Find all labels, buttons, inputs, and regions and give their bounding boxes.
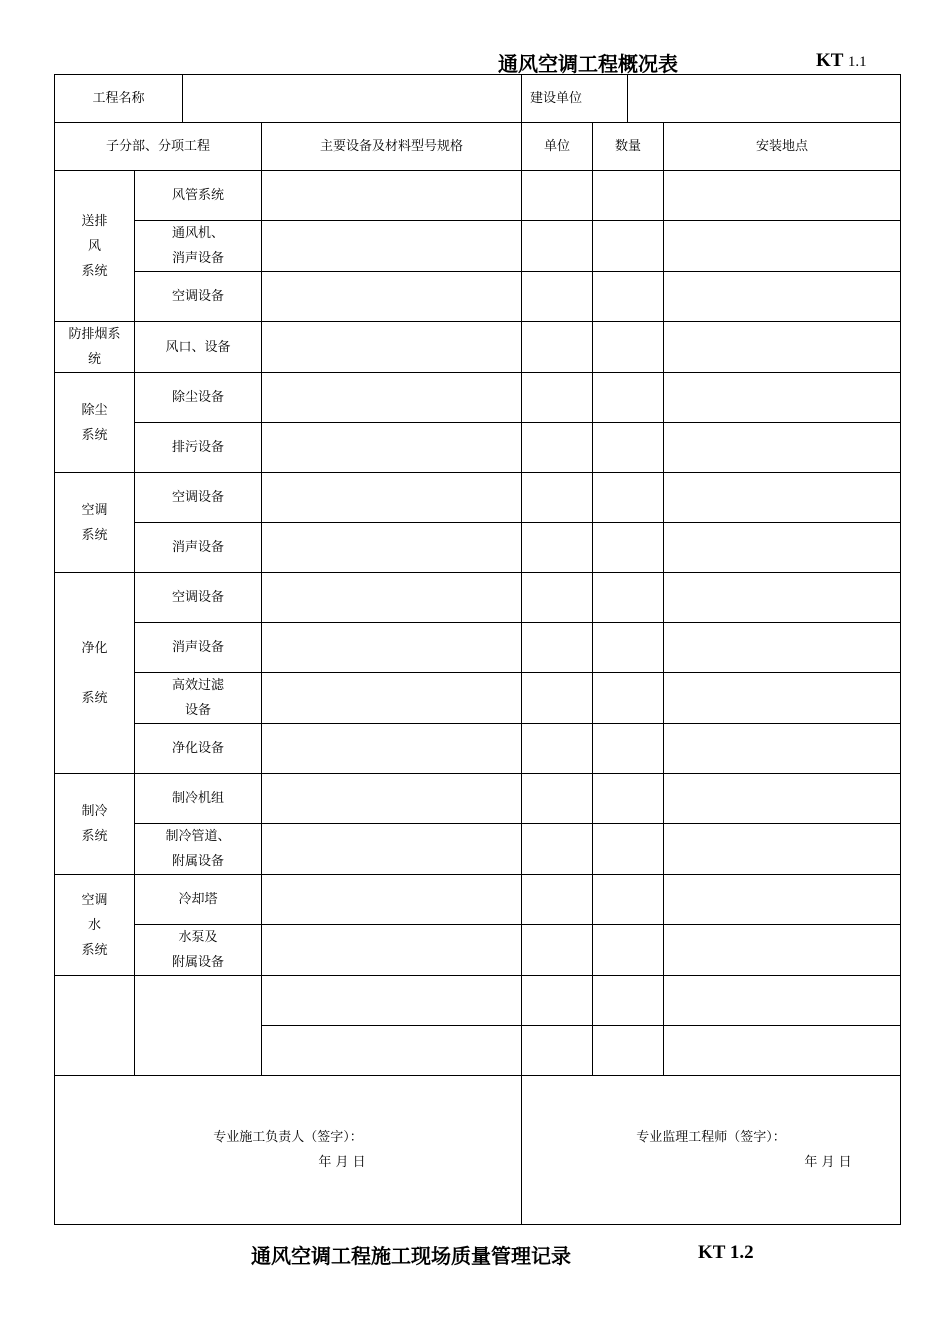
system-group-cell — [55, 573, 135, 774]
subdivision-item-label-line: 附属设备 — [172, 854, 225, 869]
blank-group-cell[interactable] — [55, 976, 135, 1076]
table-row — [55, 221, 901, 272]
blank-quantity-cell[interactable] — [593, 976, 664, 1026]
system-group-label-line: 风 — [87, 238, 101, 254]
col-header-location: 安装地点 — [664, 123, 901, 171]
system-group-label-line: 水 — [87, 917, 101, 933]
subdivision-item-label-line: 风口、设备 — [165, 339, 231, 355]
form-code-main: KT — [816, 50, 844, 71]
system-group-cell — [55, 322, 135, 373]
location-cell[interactable] — [664, 925, 901, 976]
quantity-cell[interactable] — [593, 774, 664, 824]
unit-cell[interactable] — [522, 673, 593, 724]
blank-location-cell[interactable] — [664, 1026, 901, 1076]
location-cell[interactable] — [664, 272, 901, 322]
blank-row — [55, 976, 901, 1026]
system-group-cell — [55, 171, 135, 322]
table-row — [55, 171, 901, 221]
table-row — [55, 573, 901, 623]
subdivision-item-cell — [135, 523, 262, 573]
spec-cell[interactable] — [262, 423, 522, 473]
quantity-cell[interactable] — [593, 573, 664, 623]
subdivision-item-label-line: 高效过滤 — [172, 678, 225, 693]
blank-item-cell[interactable] — [135, 976, 262, 1076]
unit-cell[interactable] — [522, 523, 593, 573]
quantity-cell[interactable] — [593, 171, 664, 221]
location-cell[interactable] — [664, 322, 901, 373]
location-cell[interactable] — [664, 774, 901, 824]
location-cell[interactable] — [664, 623, 901, 673]
blank-unit-cell[interactable] — [522, 1026, 593, 1076]
spec-cell[interactable] — [262, 221, 522, 272]
table-row — [55, 774, 901, 824]
col-header-spec: 主要设备及材料型号规格 — [262, 123, 522, 171]
unit-cell[interactable] — [522, 171, 593, 221]
quantity-cell[interactable] — [593, 473, 664, 523]
unit-cell[interactable] — [522, 272, 593, 322]
subdivision-item-label-line: 消声设备 — [172, 640, 225, 655]
system-group-label-line: 系统 — [81, 942, 108, 958]
contractor-signature-date: 年 月 日 — [318, 1155, 366, 1170]
system-group-label-line: 系统 — [81, 427, 108, 443]
form-code-sub: 1.1 — [847, 54, 867, 70]
spec-cell[interactable] — [262, 774, 522, 824]
form-title: 通风空调工程概况表 — [498, 52, 678, 76]
system-group-cell — [55, 473, 135, 573]
subdivision-item-cell — [135, 272, 262, 322]
system-group-cell — [55, 774, 135, 875]
quantity-cell[interactable] — [593, 623, 664, 673]
system-group-cell — [55, 373, 135, 473]
blank-quantity-cell[interactable] — [593, 1026, 664, 1076]
builder-label: 建设单位 — [522, 75, 628, 123]
unit-cell[interactable] — [522, 774, 593, 824]
spec-cell[interactable] — [262, 925, 522, 976]
location-cell[interactable] — [664, 473, 901, 523]
system-group-label-line: 系统 — [81, 527, 108, 543]
quantity-cell[interactable] — [593, 875, 664, 925]
spec-cell[interactable] — [262, 171, 522, 221]
builder-field[interactable] — [628, 75, 901, 123]
unit-cell[interactable] — [522, 925, 593, 976]
table-row — [55, 473, 901, 523]
subdivision-item-cell — [135, 423, 262, 473]
location-cell[interactable] — [664, 875, 901, 925]
signature-row — [55, 1076, 901, 1225]
table-row — [55, 322, 901, 373]
project-name-label: 工程名称 — [55, 75, 183, 123]
subdivision-item-label-line: 排污设备 — [172, 440, 225, 455]
location-cell[interactable] — [664, 673, 901, 724]
form-code — [816, 50, 867, 72]
subdivision-item-cell — [135, 473, 262, 523]
subdivision-item-label-line: 通风机、 — [172, 226, 225, 241]
system-group-label-line — [55, 661, 134, 686]
system-group-label-line: 系统 — [81, 829, 108, 844]
subdivision-item-label-line: 空调设备 — [172, 590, 225, 605]
spec-cell[interactable] — [262, 523, 522, 573]
spec-cell[interactable] — [262, 724, 522, 774]
subdivision-item-label-line: 除尘设备 — [172, 390, 225, 405]
unit-cell[interactable] — [522, 373, 593, 423]
unit-cell[interactable] — [522, 221, 593, 272]
subdivision-item-cell — [135, 171, 262, 221]
table-row — [55, 824, 901, 875]
system-groups — [55, 171, 901, 976]
next-form-code: KT 1.2 — [698, 1242, 754, 1263]
subdivision-item-cell — [135, 824, 262, 875]
unit-cell[interactable] — [522, 875, 593, 925]
subdivision-item-cell — [135, 221, 262, 272]
unit-cell[interactable] — [522, 724, 593, 774]
table-row — [55, 623, 901, 673]
contractor-signature-cell[interactable] — [55, 1076, 522, 1225]
unit-cell[interactable] — [522, 322, 593, 373]
location-cell[interactable] — [664, 423, 901, 473]
supervisor-signature-label: 专业监理工程师（签字）： — [636, 1130, 786, 1145]
quantity-cell[interactable] — [593, 724, 664, 774]
spec-cell[interactable] — [262, 322, 522, 373]
project-info-row — [55, 75, 901, 123]
subdivision-item-label-line: 设备 — [185, 703, 212, 718]
table-row — [55, 272, 901, 322]
spec-cell[interactable] — [262, 623, 522, 673]
system-group-label-line: 送排 — [81, 213, 108, 229]
subdivision-item-label-line: 制冷管道、 — [165, 829, 231, 844]
subdivision-item-label-line: 冷却塔 — [178, 892, 218, 907]
location-cell[interactable] — [664, 824, 901, 875]
quantity-cell[interactable] — [593, 221, 664, 272]
quantity-cell[interactable] — [593, 925, 664, 976]
column-header-row — [55, 123, 901, 171]
subdivision-item-label-line: 净化设备 — [172, 741, 225, 756]
subdivision-item-cell — [135, 373, 262, 423]
contractor-signature-label: 专业施工负责人（签字）： — [213, 1130, 363, 1145]
quantity-cell[interactable] — [593, 373, 664, 423]
system-group-cell — [55, 875, 135, 976]
unit-cell[interactable] — [522, 623, 593, 673]
system-group-label-line: 空调 — [81, 892, 108, 908]
location-cell[interactable] — [664, 724, 901, 774]
spec-cell[interactable] — [262, 673, 522, 724]
subdivision-item-label-line: 空调设备 — [172, 289, 225, 304]
table-row — [55, 925, 901, 976]
subdivision-item-cell — [135, 774, 262, 824]
system-group-label-line: 统 — [87, 352, 101, 367]
unit-cell[interactable] — [522, 824, 593, 875]
subdivision-item-cell — [135, 724, 262, 774]
table-row — [55, 423, 901, 473]
system-group-label-line: 空调 — [81, 502, 108, 518]
unit-cell[interactable] — [522, 423, 593, 473]
system-group-label-line: 净化 — [81, 640, 108, 656]
table-row — [55, 373, 901, 423]
subdivision-item-label-line: 空调设备 — [172, 490, 225, 505]
subdivision-item-cell — [135, 925, 262, 976]
blank-unit-cell[interactable] — [522, 976, 593, 1026]
system-group-label-line: 系统 — [81, 690, 108, 706]
table-row — [55, 724, 901, 774]
location-cell[interactable] — [664, 221, 901, 272]
project-name-field[interactable] — [183, 75, 522, 123]
col-header-quantity: 数量 — [593, 123, 664, 171]
subdivision-item-label-line: 风管系统 — [172, 188, 225, 203]
location-cell[interactable] — [664, 573, 901, 623]
system-group-label-line: 防排烟系 — [68, 327, 121, 342]
subdivision-item-label-line: 消声设备 — [172, 251, 225, 266]
subdivision-item-label-line: 制冷机组 — [172, 791, 225, 806]
next-form-title: 通风空调工程施工现场质量管理记录 — [251, 1244, 571, 1268]
system-group-label-line: 制冷 — [81, 804, 108, 819]
subdivision-item-label-line: 水泵及 — [178, 930, 218, 945]
spec-cell[interactable] — [262, 573, 522, 623]
spec-cell[interactable] — [262, 373, 522, 423]
quantity-cell[interactable] — [593, 523, 664, 573]
subdivision-item-cell — [135, 673, 262, 724]
subdivision-item-label-line: 附属设备 — [172, 955, 225, 970]
unit-cell[interactable] — [522, 573, 593, 623]
location-cell[interactable] — [664, 373, 901, 423]
quantity-cell[interactable] — [593, 272, 664, 322]
col-header-subdivision: 子分部、分项工程 — [55, 123, 262, 171]
quantity-cell[interactable] — [593, 423, 664, 473]
overview-table — [54, 74, 901, 1225]
table-row — [55, 673, 901, 724]
col-header-unit: 单位 — [522, 123, 593, 171]
table-row — [55, 523, 901, 573]
blank-spec-cell[interactable] — [262, 1026, 522, 1076]
table-row — [55, 875, 901, 925]
subdivision-item-cell — [135, 322, 262, 373]
quantity-cell[interactable] — [593, 824, 664, 875]
system-group-label-line: 除尘 — [81, 402, 108, 418]
supervisor-signature-cell[interactable] — [522, 1076, 901, 1225]
subdivision-item-label-line: 消声设备 — [172, 540, 225, 555]
location-cell[interactable] — [664, 523, 901, 573]
location-cell[interactable] — [664, 171, 901, 221]
blank-spec-cell[interactable] — [262, 976, 522, 1026]
subdivision-item-cell — [135, 573, 262, 623]
spec-cell[interactable] — [262, 824, 522, 875]
subdivision-item-cell — [135, 875, 262, 925]
blank-location-cell[interactable] — [664, 976, 901, 1026]
system-group-label-line: 系统 — [81, 263, 108, 279]
spec-cell[interactable] — [262, 875, 522, 925]
supervisor-signature-date: 年 月 日 — [804, 1155, 852, 1170]
spec-cell[interactable] — [262, 272, 522, 322]
unit-cell[interactable] — [522, 473, 593, 523]
quantity-cell[interactable] — [593, 322, 664, 373]
quantity-cell[interactable] — [593, 673, 664, 724]
subdivision-item-cell — [135, 623, 262, 673]
spec-cell[interactable] — [262, 473, 522, 523]
